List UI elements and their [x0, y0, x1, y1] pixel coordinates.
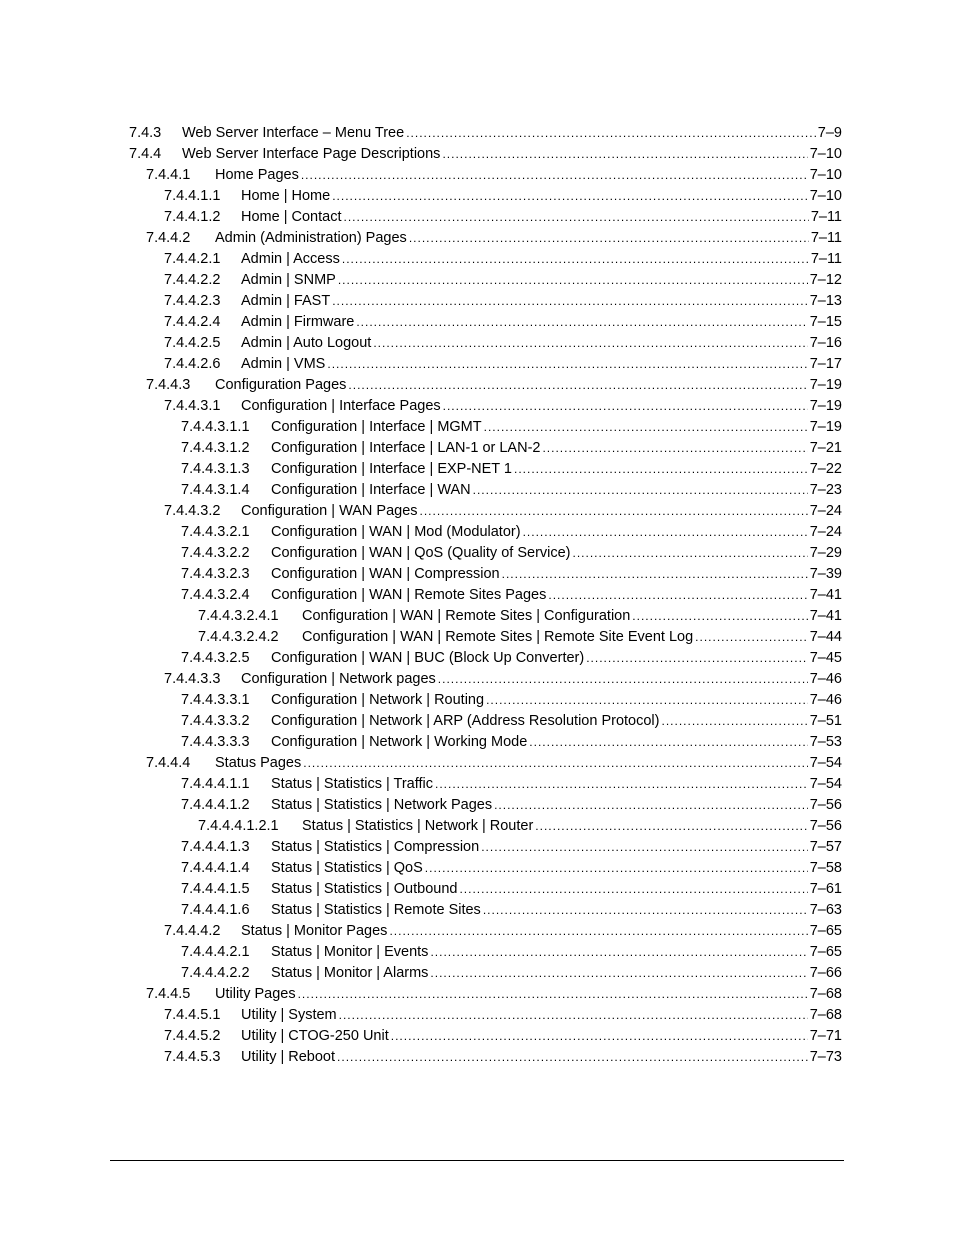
toc-entry-title: Configuration | Interface | MGMT: [271, 419, 482, 435]
toc-entry[interactable]: [181, 963, 842, 984]
toc-entry-page: 7–57: [809, 839, 842, 855]
toc-entry-page: 7–46: [809, 671, 842, 687]
toc-entry[interactable]: [198, 816, 842, 837]
toc-entry-number: 7.4.4.3.1.1: [181, 419, 250, 435]
dot-leader: [332, 186, 808, 207]
toc-entry[interactable]: [181, 438, 842, 459]
toc-entry-number: 7.4.4.3.2.1: [181, 524, 250, 540]
toc-entry-title: Status | Statistics | Remote Sites: [271, 902, 481, 918]
toc-entry-number: 7.4.4.4.2.2: [181, 965, 250, 981]
toc-entry-page: 7–11: [810, 251, 842, 267]
toc-entry-title: Status | Statistics | Traffic: [271, 776, 433, 792]
toc-entry-title: Configuration Pages: [215, 377, 347, 393]
toc-entry-page: 7–10: [809, 188, 842, 204]
toc-entry-page: 7–19: [809, 377, 842, 393]
dot-leader: [438, 669, 808, 690]
toc-entry-page: 7–13: [809, 293, 842, 309]
dot-leader: [430, 942, 807, 963]
dot-leader: [332, 291, 808, 312]
toc-entry-page: 7–44: [809, 629, 842, 645]
toc-entry-page: 7–68: [809, 986, 842, 1002]
dot-leader: [459, 879, 807, 900]
dot-leader: [425, 858, 808, 879]
toc-entry[interactable]: [146, 375, 842, 396]
dot-leader: [389, 921, 807, 942]
toc-entry-title: Web Server Interface – Menu Tree: [182, 125, 405, 141]
toc-entry-number: 7.4.4.3.2.5: [181, 650, 250, 666]
toc-entry-page: 7–24: [809, 503, 842, 519]
toc-entry-page: 7–12: [809, 272, 842, 288]
toc-entry-page: 7–65: [809, 944, 842, 960]
toc-entry-number: 7.4.4.4.1.1: [181, 776, 250, 792]
toc-entry-page: 7–54: [809, 755, 842, 771]
toc-entry[interactable]: [129, 123, 842, 144]
dot-leader: [301, 165, 808, 186]
toc-entry-title: Status | Statistics | Compression: [271, 839, 480, 855]
toc-entry-number: 7.4.4.3.1.3: [181, 461, 250, 477]
toc-entry-number: 7.4.4.4: [146, 755, 191, 771]
dot-leader: [442, 144, 807, 165]
toc-entry-page: 7–61: [809, 881, 842, 897]
dot-leader: [695, 627, 808, 648]
toc-entry-title: Admin | SNMP: [241, 272, 336, 288]
toc-entry-page: 7–23: [809, 482, 842, 498]
toc-entry-number: 7.4.4.4.1.4: [181, 860, 250, 876]
toc-entry[interactable]: [164, 333, 842, 354]
dot-leader: [303, 753, 807, 774]
dot-leader: [339, 1005, 808, 1026]
toc-entry-page: 7–56: [809, 818, 842, 834]
toc-entry[interactable]: [181, 858, 842, 879]
toc-entry-title: Admin | VMS: [241, 356, 326, 372]
toc-entry-number: 7.4.4.4.1.2.1: [198, 818, 279, 834]
toc-entry[interactable]: [181, 711, 842, 732]
dot-leader: [573, 543, 808, 564]
toc-entry[interactable]: [164, 207, 842, 228]
toc-entry-number: 7.4.4.2.6: [164, 356, 221, 372]
toc-entry-number: 7.4.4.2.3: [164, 293, 221, 309]
toc-entry-number: 7.4.4.4.2: [164, 923, 221, 939]
toc-entry[interactable]: [181, 480, 842, 501]
toc-entry[interactable]: [181, 942, 842, 963]
toc-entry[interactable]: [164, 501, 842, 522]
toc-entry-title: Configuration | Interface | LAN-1 or LAN-2: [271, 440, 541, 456]
toc-entry-title: Configuration | Interface | WAN: [271, 482, 471, 498]
toc-entry-page: 7–9: [817, 125, 842, 141]
toc-entry-page: 7–41: [809, 608, 842, 624]
toc-entry-page: 7–15: [809, 314, 842, 330]
toc-entry-title: Status Pages: [215, 755, 302, 771]
toc-entry-page: 7–21: [809, 440, 842, 456]
toc-entry[interactable]: [164, 354, 842, 375]
toc-entry-title: Utility | System: [241, 1007, 337, 1023]
dot-leader: [327, 354, 807, 375]
toc-entry[interactable]: [164, 312, 842, 333]
dot-leader: [348, 375, 807, 396]
toc-entry-title: Configuration | WAN Pages: [241, 503, 418, 519]
toc-entry-number: 7.4.4.3.1.2: [181, 440, 250, 456]
toc-entry-number: 7.4.4.3.3.1: [181, 692, 250, 708]
toc-entry-page: 7–22: [809, 461, 842, 477]
toc-entry-page: 7–19: [809, 398, 842, 414]
dot-leader: [661, 711, 807, 732]
toc-entry-title: Status | Statistics | Network | Router: [302, 818, 534, 834]
toc-entry-page: 7–66: [809, 965, 842, 981]
toc-entry-title: Admin | FAST: [241, 293, 331, 309]
toc-entry-title: Admin (Administration) Pages: [215, 230, 407, 246]
toc-entry-title: Configuration | Network | Working Mode: [271, 734, 528, 750]
dot-leader: [443, 396, 808, 417]
toc-entry-number: 7.4.4.3.3.2: [181, 713, 250, 729]
dot-leader: [514, 459, 808, 480]
dot-leader: [473, 480, 808, 501]
toc-entry-page: 7–19: [809, 419, 842, 435]
toc-entry-number: 7.4.4.3.2.2: [181, 545, 250, 561]
toc-entry-number: 7.4.4.3.1: [164, 398, 221, 414]
dot-leader: [542, 438, 807, 459]
dot-leader: [523, 522, 808, 543]
toc-entry-number: 7.4.4: [129, 146, 162, 162]
toc-entry-number: 7.4.4.4.1.3: [181, 839, 250, 855]
toc-entry[interactable]: [181, 648, 842, 669]
table-of-contents: [0, 123, 954, 1068]
toc-entry-title: Configuration | WAN | QoS (Quality of Service): [271, 545, 571, 561]
toc-entry-number: 7.4.4.3.3: [164, 671, 221, 687]
toc-entry-title: Configuration | WAN | Remote Sites | Configuration: [302, 608, 631, 624]
toc-entry-page: 7–29: [809, 545, 842, 561]
toc-entry-title: Configuration | WAN | BUC (Block Up Converter): [271, 650, 585, 666]
toc-entry-page: 7–24: [809, 524, 842, 540]
dot-leader: [298, 984, 808, 1005]
toc-entry-title: Configuration | WAN | Mod (Modulator): [271, 524, 521, 540]
toc-entry-title: Utility Pages: [215, 986, 296, 1002]
toc-entry-title: Status | Monitor Pages: [241, 923, 388, 939]
toc-entry-number: 7.4.4.1.1: [164, 188, 221, 204]
toc-entry-title: Admin | Firmware: [241, 314, 355, 330]
toc-entry-title: Home Pages: [215, 167, 299, 183]
toc-entry-title: Status | Statistics | Network Pages: [271, 797, 493, 813]
toc-entry-page: 7–58: [809, 860, 842, 876]
dot-leader: [535, 816, 807, 837]
toc-entry[interactable]: [146, 984, 842, 1005]
toc-entry-page: 7–73: [809, 1049, 842, 1065]
toc-entry-number: 7.4.3: [129, 125, 162, 141]
toc-entry-number: 7.4.4.5.2: [164, 1028, 221, 1044]
toc-entry[interactable]: [181, 564, 842, 585]
dot-leader: [391, 1026, 808, 1047]
toc-entry-number: 7.4.4.4.1.5: [181, 881, 250, 897]
toc-entry-number: 7.4.4.3.2.3: [181, 566, 250, 582]
toc-entry[interactable]: [181, 585, 842, 606]
toc-entry-page: 7–56: [809, 797, 842, 813]
toc-entry-number: 7.4.4.3.2.4: [181, 587, 250, 603]
toc-entry-title: Configuration | Network pages: [241, 671, 436, 687]
toc-entry[interactable]: [164, 270, 842, 291]
toc-entry[interactable]: [181, 879, 842, 900]
toc-entry-page: 7–65: [809, 923, 842, 939]
toc-entry[interactable]: [129, 144, 842, 165]
toc-entry-title: Home | Contact: [241, 209, 342, 225]
toc-entry-number: 7.4.4.5.1: [164, 1007, 221, 1023]
toc-entry-number: 7.4.4.3.3.3: [181, 734, 250, 750]
toc-entry[interactable]: [164, 186, 842, 207]
toc-entry-number: 7.4.4.2: [146, 230, 191, 246]
toc-entry[interactable]: [164, 1005, 842, 1026]
toc-entry-page: 7–71: [809, 1028, 842, 1044]
toc-entry[interactable]: [198, 627, 842, 648]
toc-entry-number: 7.4.4.2.2: [164, 272, 221, 288]
toc-entry-page: 7–53: [809, 734, 842, 750]
toc-entry[interactable]: [181, 837, 842, 858]
toc-entry-title: Status | Statistics | QoS: [271, 860, 423, 876]
toc-entry-page: 7–51: [809, 713, 842, 729]
dot-leader: [494, 795, 808, 816]
toc-entry-page: 7–10: [809, 167, 842, 183]
toc-entry[interactable]: [146, 165, 842, 186]
toc-entry-title: Configuration | Interface Pages: [241, 398, 441, 414]
toc-entry-page: 7–45: [809, 650, 842, 666]
toc-entry[interactable]: [181, 417, 842, 438]
toc-entry-title: Home | Home: [241, 188, 331, 204]
toc-entry[interactable]: [181, 690, 842, 711]
toc-entry-title: Admin | Access: [241, 251, 340, 267]
toc-entry-number: 7.4.4.3.2.4.1: [198, 608, 279, 624]
toc-entry-title: Status | Monitor | Alarms: [271, 965, 429, 981]
toc-entry[interactable]: [181, 459, 842, 480]
toc-entry-number: 7.4.4.2.1: [164, 251, 221, 267]
dot-leader: [343, 207, 808, 228]
dot-leader: [484, 417, 808, 438]
toc-entry-number: 7.4.4.1: [146, 167, 191, 183]
toc-entry-title: Admin | Auto Logout: [241, 335, 372, 351]
toc-entry[interactable]: [181, 900, 842, 921]
dot-leader: [502, 564, 808, 585]
dot-leader: [356, 312, 807, 333]
toc-entry-number: 7.4.4.4.1.6: [181, 902, 250, 918]
dot-leader: [409, 228, 809, 249]
toc-entry-number: 7.4.4.3.1.4: [181, 482, 250, 498]
toc-entry-page: 7–17: [809, 356, 842, 372]
toc-entry-number: 7.4.4.2.4: [164, 314, 221, 330]
toc-entry-title: Configuration | Interface | EXP-NET 1: [271, 461, 512, 477]
toc-entry[interactable]: [164, 249, 842, 270]
toc-entry-number: 7.4.4.4.2.1: [181, 944, 250, 960]
dot-leader: [481, 837, 808, 858]
dot-leader: [342, 249, 809, 270]
toc-entry-page: 7–11: [810, 209, 842, 225]
footer-rule: [110, 1160, 844, 1161]
toc-entry[interactable]: [181, 543, 842, 564]
toc-entry-page: 7–39: [809, 566, 842, 582]
dot-leader: [486, 690, 808, 711]
toc-entry-title: Configuration | WAN | Remote Sites Pages: [271, 587, 547, 603]
toc-entry-title: Configuration | Network | Routing: [271, 692, 485, 708]
dot-leader: [529, 732, 807, 753]
toc-entry-page: 7–54: [809, 776, 842, 792]
toc-entry-title: Configuration | Network | ARP (Address Resolution Protocol): [271, 713, 660, 729]
toc-entry[interactable]: [181, 774, 842, 795]
dot-leader: [548, 585, 807, 606]
toc-entry-title: Configuration | WAN | Remote Sites | Remote Site Event Log: [302, 629, 694, 645]
toc-entry-page: 7–11: [810, 230, 842, 246]
toc-entry-title: Status | Statistics | Outbound: [271, 881, 458, 897]
toc-entry-title: Configuration | WAN | Compression: [271, 566, 500, 582]
dot-leader: [338, 270, 808, 291]
toc-entry-page: 7–63: [809, 902, 842, 918]
dot-leader: [337, 1047, 808, 1068]
dot-leader: [420, 501, 808, 522]
toc-entry[interactable]: [164, 396, 842, 417]
toc-entry-page: 7–10: [809, 146, 842, 162]
toc-entry-number: 7.4.4.5: [146, 986, 191, 1002]
toc-entry[interactable]: [146, 228, 842, 249]
toc-entry[interactable]: [164, 291, 842, 312]
toc-entry[interactable]: [198, 606, 842, 627]
toc-entry[interactable]: [164, 1047, 842, 1068]
toc-entry-title: Utility | CTOG-250 Unit: [241, 1028, 389, 1044]
toc-entry[interactable]: [164, 669, 842, 690]
toc-entry[interactable]: [181, 522, 842, 543]
toc-entry-number: 7.4.4.3.2.4.2: [198, 629, 279, 645]
toc-entry-number: 7.4.4.5.3: [164, 1049, 221, 1065]
dot-leader: [373, 333, 807, 354]
toc-entry-title: Utility | Reboot: [241, 1049, 336, 1065]
toc-entry-page: 7–46: [809, 692, 842, 708]
toc-entry[interactable]: [164, 1026, 842, 1047]
dot-leader: [435, 774, 808, 795]
dot-leader: [483, 900, 808, 921]
toc-entry[interactable]: [181, 795, 842, 816]
toc-entry[interactable]: [181, 732, 842, 753]
dot-leader: [406, 123, 816, 144]
toc-entry-number: 7.4.4.3.2: [164, 503, 221, 519]
toc-entry-number: 7.4.4.1.2: [164, 209, 221, 225]
toc-entry[interactable]: [164, 921, 842, 942]
toc-entry[interactable]: [146, 753, 842, 774]
toc-entry-number: 7.4.4.3: [146, 377, 191, 393]
toc-entry-page: 7–16: [809, 335, 842, 351]
dot-leader: [430, 963, 807, 984]
dot-leader: [632, 606, 807, 627]
toc-entry-number: 7.4.4.2.5: [164, 335, 221, 351]
toc-entry-number: 7.4.4.4.1.2: [181, 797, 250, 813]
toc-entry-title: Status | Monitor | Events: [271, 944, 429, 960]
dot-leader: [586, 648, 808, 669]
toc-entry-page: 7–68: [809, 1007, 842, 1023]
toc-entry-page: 7–41: [809, 587, 842, 603]
toc-entry-title: Web Server Interface Page Descriptions: [182, 146, 441, 162]
